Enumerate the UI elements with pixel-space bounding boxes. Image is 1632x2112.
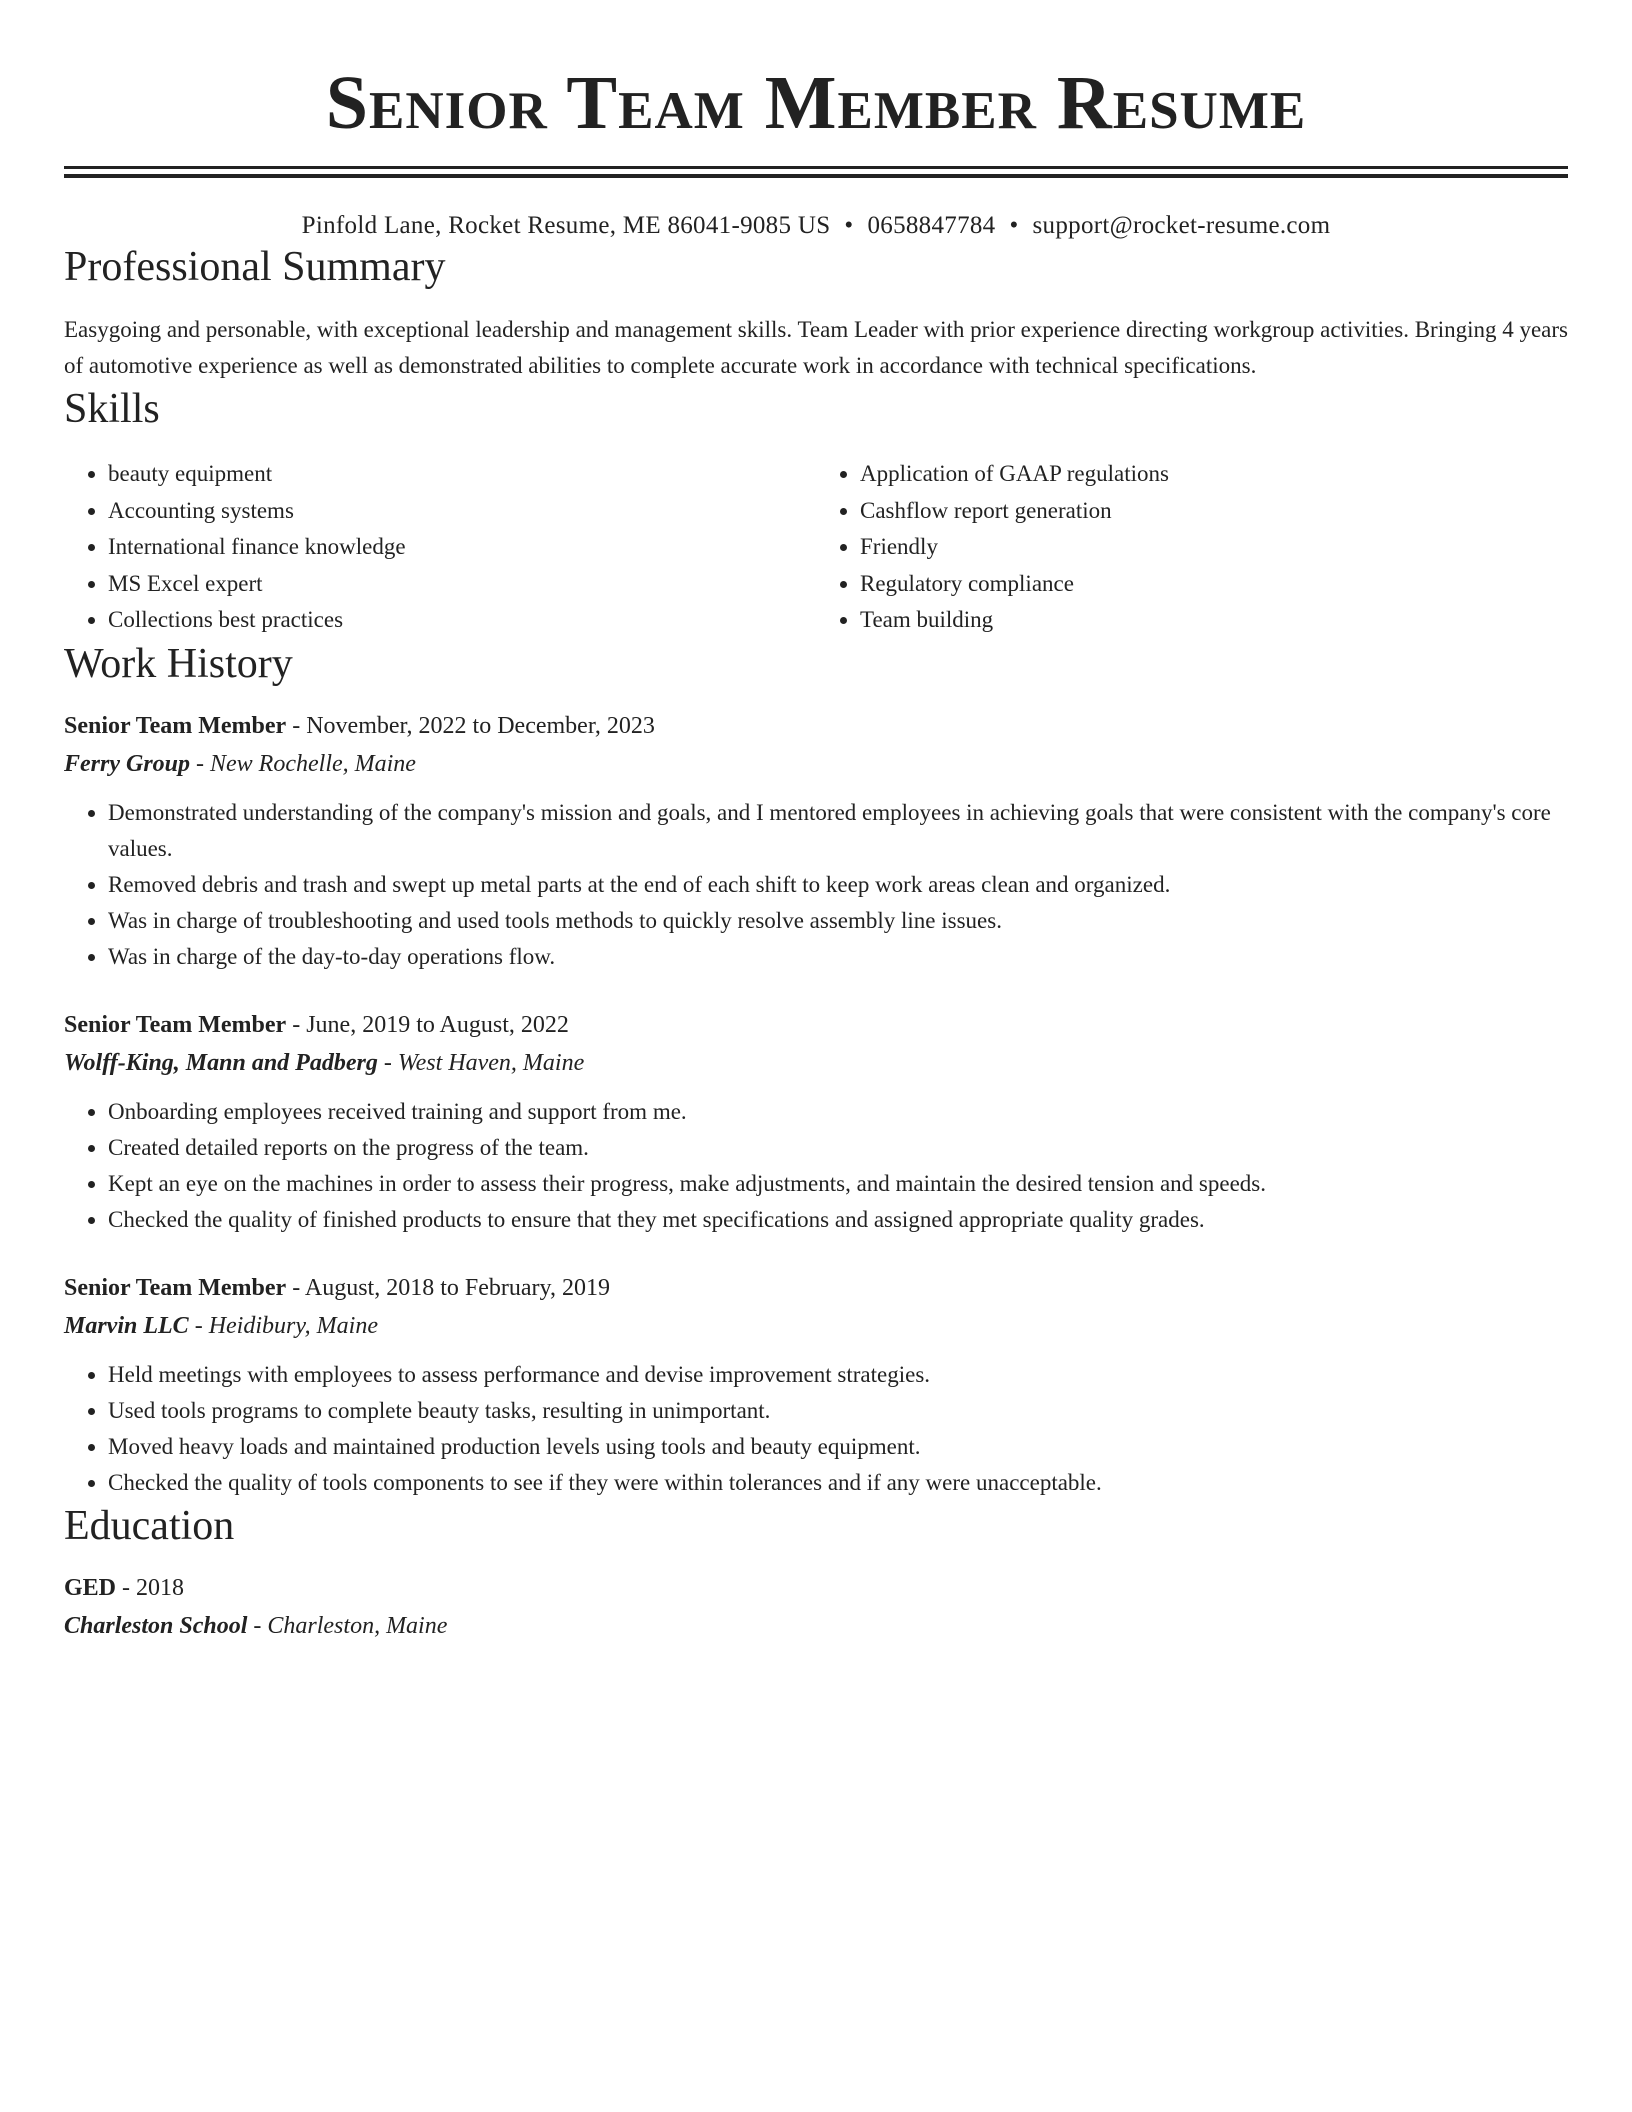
skill-item: • beauty equipment: [108, 456, 816, 493]
job-entry: [64, 1006, 1568, 1238]
skill-item: • International finance knowledge: [108, 529, 816, 566]
skill-item: • Cashflow report generation: [860, 493, 1568, 530]
skill-item: • Accounting systems: [108, 493, 816, 530]
job-entry: [64, 1269, 1568, 1501]
job-bullet: • Checked the quality of finished products to ensure that they met specifications and assigned appropriate quality grades.: [108, 1202, 1568, 1238]
title-divider: [64, 166, 1568, 178]
company-name: Ferry Group: [64, 750, 191, 777]
company-line: Ferry Group - New Rochelle, Maine: [64, 750, 416, 777]
job-title: Senior Team Member: [64, 1274, 287, 1301]
company-location: West Haven, Maine: [397, 1049, 585, 1076]
contact-address: Pinfold Lane, Rocket Resume, ME 86041-9085 US: [301, 212, 831, 239]
company-name: Marvin LLC: [64, 1312, 189, 1339]
job-title-line: Senior Team Member - August, 2018 to February, 2019: [64, 1274, 610, 1301]
resume-title: Senior Team Member Resume: [325, 61, 1307, 145]
contact-email[interactable]: support@rocket-resume.com: [1032, 212, 1331, 239]
job-dates: November, 2022 to December, 2023: [306, 712, 655, 739]
job-bullets: [64, 795, 1568, 975]
job-bullet: • Kept an eye on the machines in order to assess their progress, make adjustments, and maintain the desired tension and speeds.: [108, 1166, 1568, 1202]
education-heading: Education: [64, 1502, 235, 1549]
contact-line: [64, 210, 1568, 242]
skills-heading: Skills: [64, 386, 160, 432]
company-line: Wolff-King, Mann and Padberg - West Haven, Maine: [64, 1049, 585, 1076]
job-bullet: • Was in charge of the day-to-day operations flow.: [108, 939, 1568, 975]
company-name: Wolff-King, Mann and Padberg: [64, 1049, 378, 1076]
company-location: New Rochelle, Maine: [210, 750, 416, 777]
job-bullet: • Was in charge of troubleshooting and used tools methods to quickly resolve assembly line issues.: [108, 903, 1568, 939]
resume-page: [64, 0, 1568, 1645]
skills-grid: [64, 456, 1568, 639]
skill-item: • Regulatory compliance: [860, 566, 1568, 603]
company-location: Heidibury, Maine: [208, 1312, 378, 1339]
summary-text: Easygoing and personable, with exceptional leadership and management skills. Team Leader with prior experience directing workgroup activities. Bringing 4 years of automotive experience as well as demonstrated abilities to complete accurate work in accordance with technical specifications.: [64, 317, 1568, 378]
skill-item: • Friendly: [860, 529, 1568, 566]
skill-item: • MS Excel expert: [108, 566, 816, 603]
contact-phone: 0658847784: [867, 212, 996, 239]
summary-heading: Professional Summary: [64, 244, 446, 290]
company-line: Marvin LLC - Heidibury, Maine: [64, 1312, 378, 1339]
job-bullet: • Demonstrated understanding of the company's mission and goals, and I mentored employees in achieving goals that were consistent with the company's core values.: [108, 795, 1568, 867]
education-entry: [64, 1569, 1568, 1645]
job-bullet: • Removed debris and trash and swept up metal parts at the end of each shift to keep work areas clean and organized.: [108, 867, 1568, 903]
job-title: Senior Team Member: [64, 1011, 287, 1038]
skill-item: • Collections best practices: [108, 602, 816, 639]
job-bullet: • Moved heavy loads and maintained production levels using tools and beauty equipment.: [108, 1429, 1568, 1465]
skill-item: • Application of GAAP regulations: [860, 456, 1568, 493]
job-title-line: Senior Team Member - June, 2019 to August, 2022: [64, 1011, 569, 1038]
skill-item: • Team building: [860, 602, 1568, 639]
job-bullet: • Held meetings with employees to assess performance and devise improvement strategies.: [108, 1357, 1568, 1393]
contact-separator: •: [844, 212, 854, 239]
degree-line: GED - 2018: [64, 1574, 185, 1601]
job-bullet: • Used tools programs to complete beauty tasks, resulting in unimportant.: [108, 1393, 1568, 1429]
job-bullet: • Onboarding employees received training and support from me.: [108, 1094, 1568, 1130]
school-location: Charleston, Maine: [267, 1612, 448, 1639]
job-dates: August, 2018 to February, 2019: [304, 1274, 610, 1301]
degree-name: GED: [64, 1574, 117, 1601]
contact-separator: •: [1009, 212, 1019, 239]
job-entry: [64, 707, 1568, 975]
school-name: Charleston School: [64, 1612, 248, 1639]
job-bullets: [64, 1094, 1568, 1238]
work-history-heading: Work History: [64, 640, 293, 687]
job-bullets: [64, 1357, 1568, 1501]
skills-list-left: [64, 456, 816, 639]
school-line: Charleston School - Charleston, Maine: [64, 1612, 448, 1639]
job-dates: June, 2019 to August, 2022: [306, 1011, 569, 1038]
job-bullet: • Checked the quality of tools components to see if they were within tolerances and if any were unacceptable.: [108, 1465, 1568, 1501]
degree-year: 2018: [136, 1574, 185, 1601]
job-title-line: Senior Team Member - November, 2022 to December, 2023: [64, 712, 655, 739]
job-title: Senior Team Member: [64, 712, 287, 739]
skills-list-right: [816, 456, 1568, 639]
job-bullet: • Created detailed reports on the progress of the team.: [108, 1130, 1568, 1166]
